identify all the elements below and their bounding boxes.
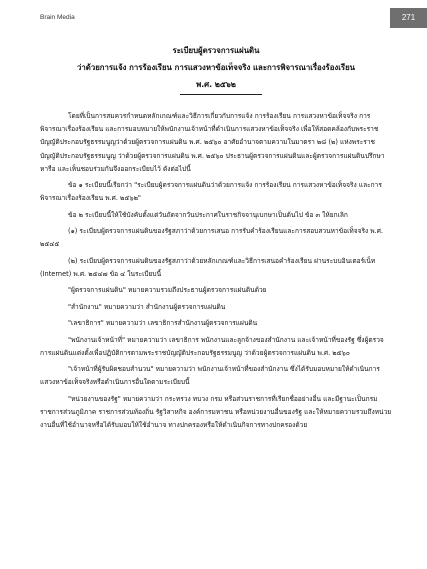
- clause-1: ข้อ ๑ ระเบียบนี้เรียกว่า "ระเบียบผู้ตรวจการแผ่นดินว่าด้วยการแจ้ง การร้องเรียน การแสวงหาข้อเท็จจริง และการพิจารณาเรื่องร้องเรียน พ.ศ. ๒๕๖๒": [40, 181, 382, 203]
- definition-office: "สำนักงาน" หมายความว่า สำนักงานผู้ตรวจการแผ่นดิน: [68, 302, 226, 311]
- brand-label: Brain Media: [40, 14, 75, 21]
- page-header: [0, 0, 427, 30]
- clause-2: ข้อ ๒ ระเบียบนี้ให้ใช้บังคับตั้งแต่วันถัดจากวันประกาศในราชกิจจานุเบกษาเป็นต้นไป ข้อ ๓ ให้ยกเลิก: [68, 210, 348, 219]
- definition-state-agency: "หน่วยงานของรัฐ" หมายความว่า กระทรวง ทบวง กรม หรือส่วนราชการที่เรียกชื่ออย่างอื่น และมีฐานะเป็นกรม ราชการส่วนภูมิภาค ราชการส่วนท้องถิ่น รัฐวิสาหกิจ องค์การมหาชน หรือหน่วยงานอื่นของรัฐ และให้หมายความรวมถึงหน่วยงานอื่นที่ใช้อำนาจหรือได้รับมอบให้ใช้อำนาจ ทางปกครองหรือให้ดำเนินกิจการทางปกครองด้วย: [40, 394, 392, 430]
- definition-ombudsman: "ผู้ตรวจการแผ่นดิน" หมายความรวมถึงประธานผู้ตรวจการแผ่นดินด้วย: [68, 286, 267, 295]
- definition-officer: "พนักงานเจ้าหน้าที่" หมายความว่า เลขาธิการ พนักงานและลูกจ้างของสำนักงาน และเจ้าหน้าที่ของรัฐ ซึ่งผู้ตรวจการแผ่นดินแต่งตั้งเพื่อปฏิบัติการตามพระราชบัญญัติประกอบรัฐธรรมนูญ ว่าด้วยผู้ตรวจการแผ่นดิน พ.ศ. ๒๕๖๐: [40, 335, 384, 357]
- page-number-badge: 271: [390, 8, 427, 28]
- document-year: พ.ศ. ๒๕๖๒: [196, 80, 236, 89]
- definition-case-officer: "เจ้าหน้าที่ผู้รับผิดชอบสำนวน" หมายความว่า พนักงานเจ้าหน้าที่ของสำนักงาน ซึ่งได้รับมอบหมายให้ดำเนินการแสวงหาข้อเท็จจริงหรือดำเนินการอื่นใดตามระเบียบนี้: [40, 365, 380, 387]
- document-body: [40, 110, 392, 436]
- document-subtitle: ว่าด้วยการแจ้ง การร้องเรียน การแสวงหาข้อเท็จจริง และการพิจารณาเรื่องร้องเรียน: [77, 63, 355, 72]
- preamble-paragraph: โดยที่เป็นการสมควรกำหนดหลักเกณฑ์และวิธีการเกี่ยวกับการแจ้ง การร้องเรียน การแสวงหาข้อเท็จจริง การพิจารณาเรื่องร้องเรียน และการมอบหมายให้พนักงานเจ้าหน้าที่ดำเนินการแสวงหาข้อเท็จจริง เพื่อให้สอดคล้องกับพระราชบัญญัติประกอบรัฐธรรมนูญว่าด้วยผู้ตรวจการแผ่นดิน พ.ศ. ๒๕๖๐ อาศัยอำนาจตามความในมาตรา ๒๘ (๒) แห่งพระราชบัญญัติประกอบรัฐธรรมนูญ ว่าด้วยผู้ตรวจการแผ่นดิน พ.ศ. ๒๕๖๐ ประธานผู้ตรวจการแผ่นดินและผู้ตรวจการแผ่นดินปรึกษาหารือ และเห็นชอบร่วมกันจึงออกระเบียบไว้ ดังต่อไปนี้: [40, 112, 385, 173]
- document-title: ระเบียบผู้ตรวจการแผ่นดิน: [172, 46, 260, 55]
- clause-3-item-1: (๑) ระเบียบผู้ตรวจการแผ่นดินของรัฐสภาว่าด้วยการเสนอ การรับคำร้องเรียนและการสอบสวนหาข้อเท็จจริง พ.ศ. ๒๕๔๕: [40, 227, 384, 249]
- clause-3-item-2: (๒) ระเบียบผู้ตรวจการแผ่นดินของรัฐสภาว่าด้วยหลักเกณฑ์และวิธีการเสนอคำร้องเรียน ผ่านระบบอินเตอร์เน็ท (Internet) พ.ศ. ๒๕๔๗ ข้อ ๔ ในระเบียบนี้: [40, 256, 376, 278]
- title-divider: [180, 94, 262, 95]
- definition-secretary-general: "เลขาธิการ" หมายความว่า เลขาธิการสำนักงานผู้ตรวจการแผ่นดิน: [68, 319, 258, 328]
